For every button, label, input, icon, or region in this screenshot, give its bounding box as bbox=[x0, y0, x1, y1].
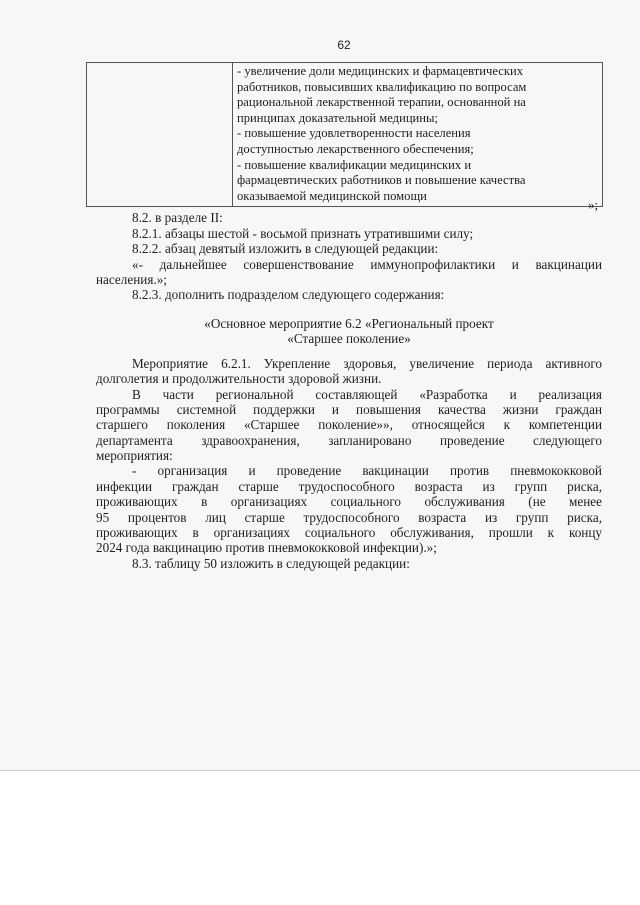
quoted-text-line: «- дальнейшее совершенствование иммунопрофилактики и вакцинации bbox=[132, 257, 602, 272]
table-cell-line: оказываемой медицинской помощи bbox=[237, 188, 427, 203]
paragraph-8-2-3: 8.2.3. дополнить подразделом следующего содержания: bbox=[132, 287, 445, 302]
table-cell-line: - повышение удовлетворенности населения bbox=[237, 126, 471, 141]
paragraph-8-2-1: 8.2.1. абзацы шестой - восьмой признать утратившими силу; bbox=[132, 226, 474, 241]
blank-area bbox=[0, 771, 640, 905]
paragraph-line: проживающих в организациях социального обслуживания, прошли к концу bbox=[96, 525, 602, 540]
table-cell-line: - повышение квалификации медицинских и bbox=[237, 157, 472, 172]
paragraph-line: В части региональной составляющей «Разработка и реализация bbox=[132, 387, 602, 402]
paragraph-line: - организация и проведение вакцинации против пневмококковой bbox=[132, 463, 602, 478]
table-cell-goals bbox=[233, 63, 603, 207]
table-cell-line: доступностью лекарственного обеспечения; bbox=[237, 141, 474, 156]
table-cell-line: рациональной лекарственной терапии, основанной на bbox=[237, 95, 526, 110]
paragraph-8-2: 8.2. в разделе II: bbox=[132, 210, 223, 225]
table-cell-line: - увеличение доли медицинских и фармацевтических bbox=[237, 64, 524, 78]
paragraph-line: мероприятия: bbox=[96, 448, 173, 463]
quoted-text-line: населения.»; bbox=[96, 272, 167, 287]
subsection-title: «Основное мероприятие 6.2 «Региональный проект bbox=[204, 316, 494, 331]
page-number: 62 bbox=[337, 38, 351, 52]
measure-heading-line: долголетия и продолжительности здоровой жизни. bbox=[96, 371, 382, 386]
paragraph-line: старшего поколения «Старшее поколение»», относящейся к компетенции bbox=[96, 417, 602, 432]
paragraph-line: 2024 года вакцинацию против пневмококковой инфекции).»; bbox=[96, 540, 437, 555]
paragraph-line: проживающих в организациях социального обслуживания (не менее bbox=[96, 494, 602, 509]
paragraph-line: программы системной поддержки и повышения качества жизни граждан bbox=[96, 402, 602, 417]
table-cell-line: принципах доказательной медицины; bbox=[237, 110, 438, 125]
table-row bbox=[87, 63, 603, 207]
paragraph-8-2-2: 8.2.2. абзац девятый изложить в следующей редакции: bbox=[132, 241, 439, 256]
paragraph-line: департамента здравоохранения, запланировано проведение следующего bbox=[96, 433, 602, 448]
paragraph-line: 95 процентов лиц старше трудоспособного возраста из групп риска, bbox=[96, 510, 602, 525]
table-cell-line: работников, повысивших квалификацию по вопросам bbox=[237, 79, 527, 94]
table-cell-empty bbox=[87, 63, 233, 207]
measure-heading-line: Мероприятие 6.2.1. Укрепление здоровья, увеличение периода активного bbox=[132, 356, 602, 371]
previous-table-fragment bbox=[86, 62, 603, 207]
closing-quote: »; bbox=[588, 197, 599, 212]
table-cell-line: фармацевтических работников и повышение качества bbox=[237, 173, 526, 188]
subsection-title: «Старшее поколение» bbox=[287, 331, 411, 346]
paragraph-8-3: 8.3. таблицу 50 изложить в следующей редакции: bbox=[132, 556, 410, 571]
paragraph-line: инфекции граждан старше трудоспособного возраста из групп риска, bbox=[96, 479, 602, 494]
